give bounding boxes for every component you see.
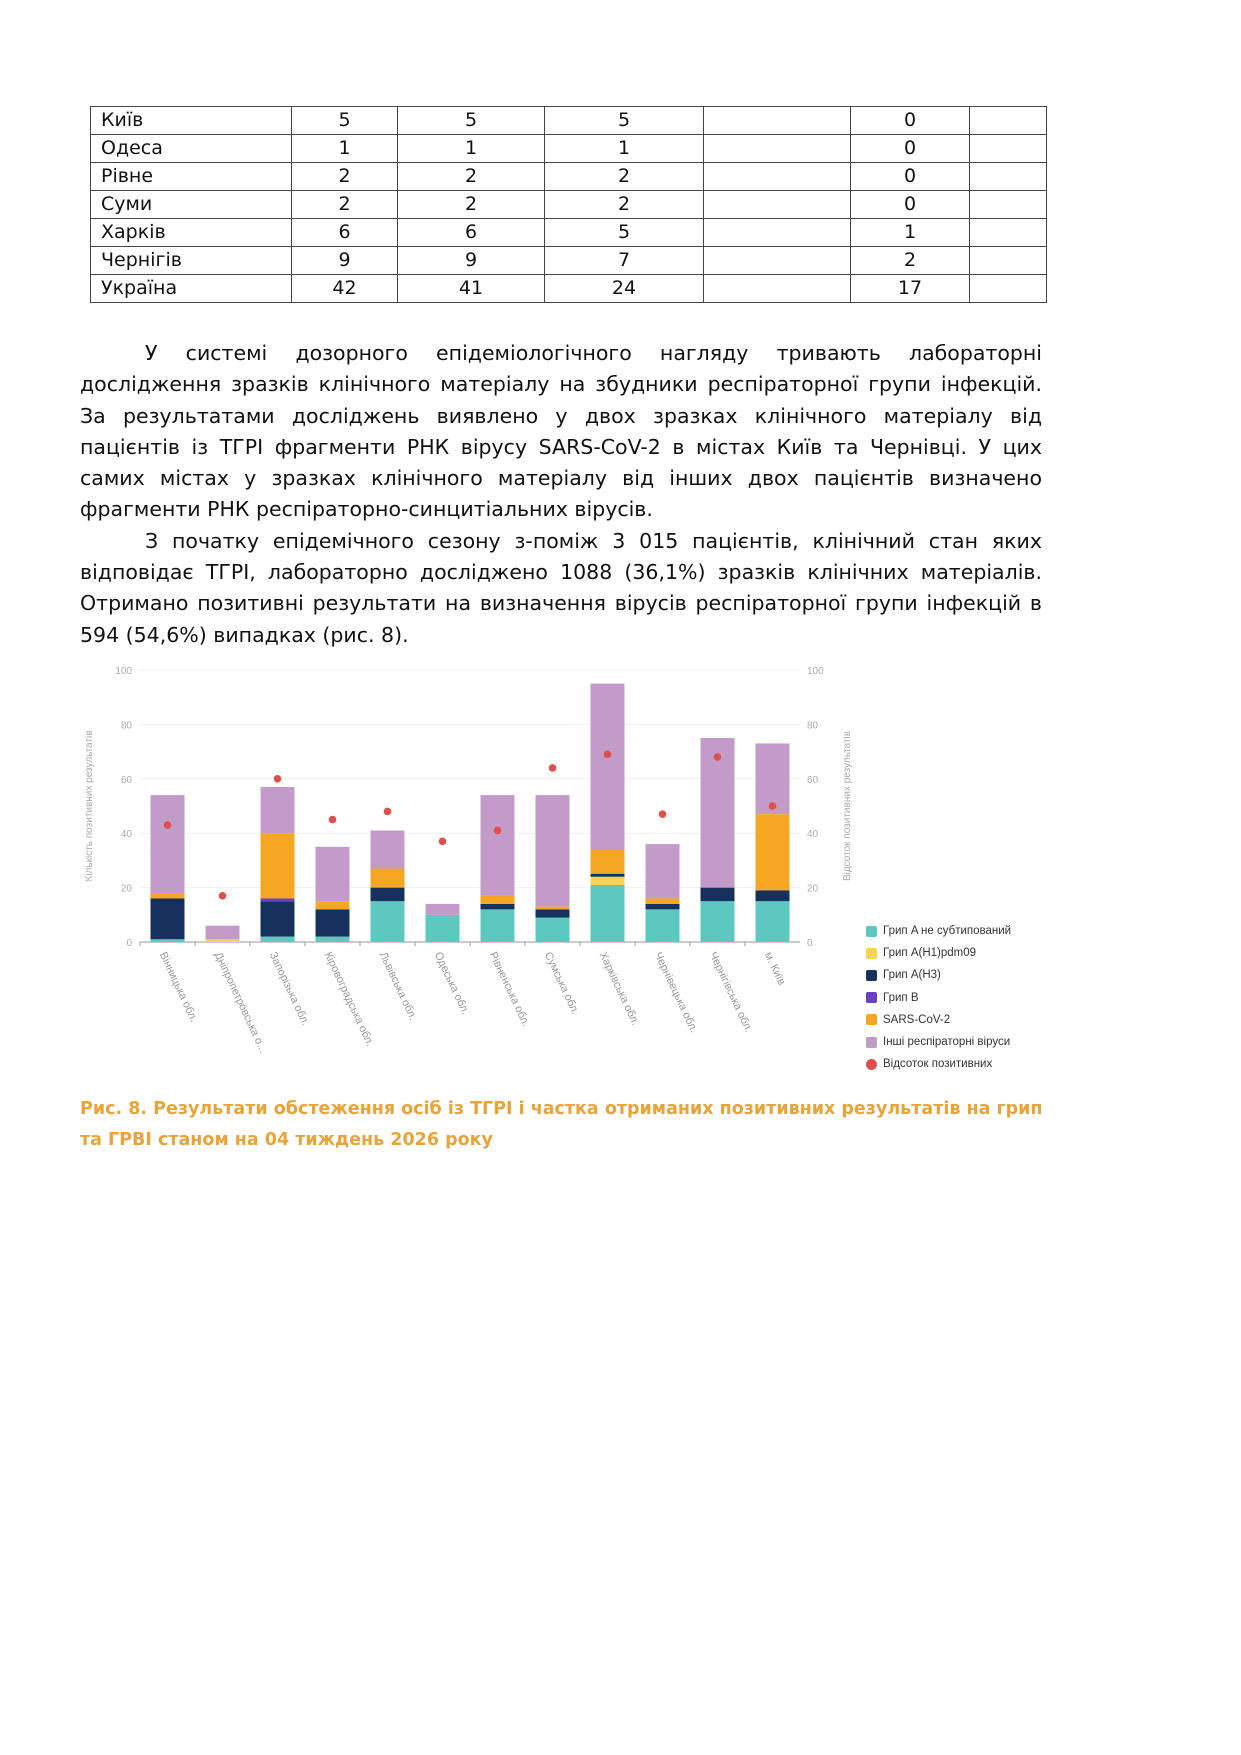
- x-tick-label: Вінницька обл.: [156, 950, 200, 1024]
- bar-segment: [151, 893, 185, 898]
- bar-segment: [536, 795, 570, 907]
- bar-segment: [316, 847, 350, 901]
- y2-tick-label: 100: [807, 666, 824, 677]
- table-row: [91, 219, 1047, 247]
- value-cell: 0: [851, 191, 970, 219]
- y-tick-label: 60: [120, 774, 132, 786]
- y2-tick-label: 40: [807, 829, 819, 841]
- value-cell: [970, 191, 1047, 219]
- bar-segment: [371, 869, 405, 888]
- percent-dot: [274, 775, 282, 783]
- paragraph: У системі дозорного епідеміологічного нагляду тривають лабораторні дослідження зразків клінічного матеріалу на збудники респіраторної групи інфекцій. За результатами досліджень виявлено у двох зразках клінічного матеріалу від пацієнтів із ТГРІ фрагменти РНК вірусу SARS-CoV-2 в містах Київ та Чернівці. У цих самих містах у зразках клінічного матеріалу від інших двох пацієнтів визначено фрагменти РНК респіраторно-синцитіальних вірусів.: [80, 341, 1042, 522]
- summary-table: [90, 106, 1047, 303]
- y2-tick-label: 60: [807, 774, 819, 786]
- bar-segment: [536, 907, 570, 910]
- bar-segment: [371, 830, 405, 868]
- bar-segment: [481, 795, 515, 896]
- percent-dot: [164, 821, 172, 829]
- value-cell: [704, 191, 851, 219]
- bar-segment: [646, 898, 680, 903]
- percent-dot: [439, 838, 447, 846]
- value-cell: 2: [398, 191, 545, 219]
- value-cell: [704, 107, 851, 135]
- bar-segment: [756, 901, 790, 942]
- legend-swatch-icon: [866, 1037, 877, 1048]
- table-row: [91, 135, 1047, 163]
- y2-tick-label: 20: [807, 883, 819, 895]
- bar-segment: [151, 898, 185, 939]
- legend-swatch-icon: [866, 926, 877, 937]
- bar-segment: [756, 890, 790, 901]
- bar-segment: [316, 901, 350, 909]
- y-tick-label: 40: [120, 829, 132, 841]
- legend-item[interactable]: [866, 987, 1011, 1009]
- legend-label: Грип A не субтипований: [883, 925, 1012, 938]
- y-tick-label: 20: [120, 883, 132, 895]
- figure-caption: Рис. 8. Результати обстеження осіб із ТГРІ і частка отриманих позитивних результатів на грип та ГРВІ станом на 04 тиждень 2026 року: [80, 1099, 1043, 1150]
- bar-segment: [481, 909, 515, 942]
- legend-item[interactable]: [866, 942, 1011, 964]
- bar-segment: [756, 814, 790, 890]
- legend-item[interactable]: [866, 964, 1011, 986]
- value-cell: 0: [851, 163, 970, 191]
- legend-item[interactable]: [866, 920, 1011, 942]
- value-cell: [970, 275, 1047, 303]
- legend-item[interactable]: [866, 1009, 1011, 1031]
- bar-segment: [591, 877, 625, 885]
- y-tick-label: 80: [120, 720, 132, 732]
- legend-item[interactable]: [866, 1031, 1011, 1053]
- bar-segment: [316, 909, 350, 936]
- region-cell: Одеса: [91, 135, 292, 163]
- region-cell: Київ: [91, 107, 292, 135]
- value-cell: 1: [292, 135, 398, 163]
- bar-segment: [426, 915, 460, 942]
- percent-dot: [494, 827, 502, 835]
- paragraph: З початку епідемічного сезону з-поміж 3 015 пацієнтів, клінічний стан яких відповідає ТГРІ, лабораторно досліджено 1088 (36,1%) зразків клінічних матеріалів. Отримано позитивні результати на визначення вірусів респіраторної групи інфекцій в 594 (54,6%) випадках (рис. 8).: [80, 528, 1042, 647]
- region-cell: Рівне: [91, 163, 292, 191]
- region-cell: Чернігів: [91, 247, 292, 275]
- value-cell: 1: [851, 219, 970, 247]
- bar-segment: [261, 833, 295, 898]
- y2-tick-label: 80: [807, 720, 819, 732]
- x-tick-label: Чернігівська обл.: [706, 950, 755, 1035]
- percent-dot: [714, 753, 722, 761]
- value-cell: [704, 219, 851, 247]
- value-cell: 17: [851, 275, 970, 303]
- y2-tick-label: 0: [807, 938, 813, 949]
- bar-segment: [646, 904, 680, 909]
- legend-label: SARS-CoV-2: [883, 1013, 951, 1026]
- bar-segment: [536, 918, 570, 942]
- x-tick-label: Рівненська обл.: [486, 950, 532, 1029]
- legend-label: Інші респіраторні віруси: [883, 1036, 1011, 1049]
- x-tick-label: Сумська обл.: [541, 950, 582, 1017]
- bar-segment: [536, 909, 570, 917]
- value-cell: 2: [292, 163, 398, 191]
- region-cell: Харків: [91, 219, 292, 247]
- table-row: [91, 191, 1047, 219]
- bar-segment: [591, 684, 625, 850]
- value-cell: [704, 247, 851, 275]
- value-cell: 6: [398, 219, 545, 247]
- value-cell: 42: [292, 275, 398, 303]
- legend-label: Грип A(H3): [883, 969, 941, 982]
- bar-segment: [261, 901, 295, 936]
- table-row: [91, 107, 1047, 135]
- value-cell: 24: [545, 275, 704, 303]
- bar-segment: [151, 939, 185, 942]
- value-cell: 6: [292, 219, 398, 247]
- value-cell: [970, 163, 1047, 191]
- x-tick-label: Одеська обл.: [431, 950, 472, 1017]
- bar-segment: [591, 874, 625, 877]
- region-cell: Україна: [91, 275, 292, 303]
- legend-label: Грип A(H1)pdm09: [883, 947, 977, 960]
- percent-dot: [604, 751, 612, 759]
- bar-segment: [701, 901, 735, 942]
- value-cell: [970, 107, 1047, 135]
- y-tick-label: 0: [126, 938, 132, 949]
- y2-axis-label: Відсоток позитивних результатів: [842, 730, 853, 882]
- percent-dot: [329, 816, 337, 824]
- value-cell: [970, 219, 1047, 247]
- legend-swatch-icon: [866, 992, 877, 1003]
- bar-segment: [481, 896, 515, 904]
- x-tick-label: Львівська обл.: [376, 950, 419, 1023]
- x-tick-label: Кіровоградська обл.: [321, 950, 376, 1049]
- bar-segment: [261, 898, 295, 901]
- value-cell: 0: [851, 107, 970, 135]
- percent-dot: [659, 810, 667, 818]
- value-cell: 41: [398, 275, 545, 303]
- bar-segment: [151, 795, 185, 893]
- value-cell: [704, 275, 851, 303]
- value-cell: 2: [545, 191, 704, 219]
- value-cell: [970, 135, 1047, 163]
- chart-legend: [866, 920, 1011, 1075]
- bar-segment: [261, 787, 295, 833]
- percent-dot: [769, 802, 777, 810]
- table-row: [91, 163, 1047, 191]
- x-tick-label: Харківська обл.: [596, 950, 642, 1028]
- value-cell: 9: [398, 247, 545, 275]
- value-cell: 2: [545, 163, 704, 191]
- bar-segment: [591, 850, 625, 874]
- value-cell: 5: [545, 219, 704, 247]
- bar-segment: [316, 937, 350, 942]
- y-tick-label: 100: [115, 666, 132, 677]
- value-cell: 2: [398, 163, 545, 191]
- value-cell: 1: [398, 135, 545, 163]
- x-tick-label: Дніпропетровська о...: [211, 950, 269, 1055]
- bar-segment: [481, 904, 515, 909]
- bar-segment: [646, 844, 680, 898]
- bar-segment: [371, 901, 405, 942]
- x-tick-label: м. Київ: [761, 950, 788, 988]
- percent-dot: [549, 764, 557, 772]
- y-axis-label: Кількість позитивних результатів: [84, 730, 95, 882]
- bar-segment: [206, 939, 240, 942]
- bar-segment: [591, 885, 625, 942]
- percent-dot: [384, 808, 392, 816]
- value-cell: 0: [851, 135, 970, 163]
- x-tick-label: Запорізька обл.: [266, 950, 312, 1028]
- legend-dot-icon: [866, 1059, 877, 1070]
- value-cell: [704, 135, 851, 163]
- bar-segment: [206, 926, 240, 940]
- value-cell: 7: [545, 247, 704, 275]
- value-cell: [970, 247, 1047, 275]
- table-row: [91, 247, 1047, 275]
- value-cell: 9: [292, 247, 398, 275]
- legend-label: Відсоток позитивних: [883, 1058, 993, 1071]
- legend-swatch-icon: [866, 948, 877, 959]
- region-cell: Суми: [91, 191, 292, 219]
- bar-segment: [426, 904, 460, 915]
- legend-swatch-icon: [866, 970, 877, 981]
- value-cell: 2: [851, 247, 970, 275]
- value-cell: 5: [398, 107, 545, 135]
- x-tick-label: Чернівецька обл.: [651, 950, 700, 1035]
- bar-segment: [371, 888, 405, 902]
- value-cell: [704, 163, 851, 191]
- table-row: [91, 275, 1047, 303]
- bar-segment: [701, 888, 735, 902]
- bar-segment: [261, 937, 295, 942]
- percent-dot: [219, 892, 227, 900]
- value-cell: 5: [292, 107, 398, 135]
- value-cell: 5: [545, 107, 704, 135]
- legend-item[interactable]: [866, 1053, 1011, 1075]
- legend-label: Грип B: [883, 991, 919, 1004]
- value-cell: 1: [545, 135, 704, 163]
- value-cell: 2: [292, 191, 398, 219]
- legend-swatch-icon: [866, 1014, 877, 1025]
- bar-segment: [646, 909, 680, 942]
- body-text: [80, 338, 1042, 651]
